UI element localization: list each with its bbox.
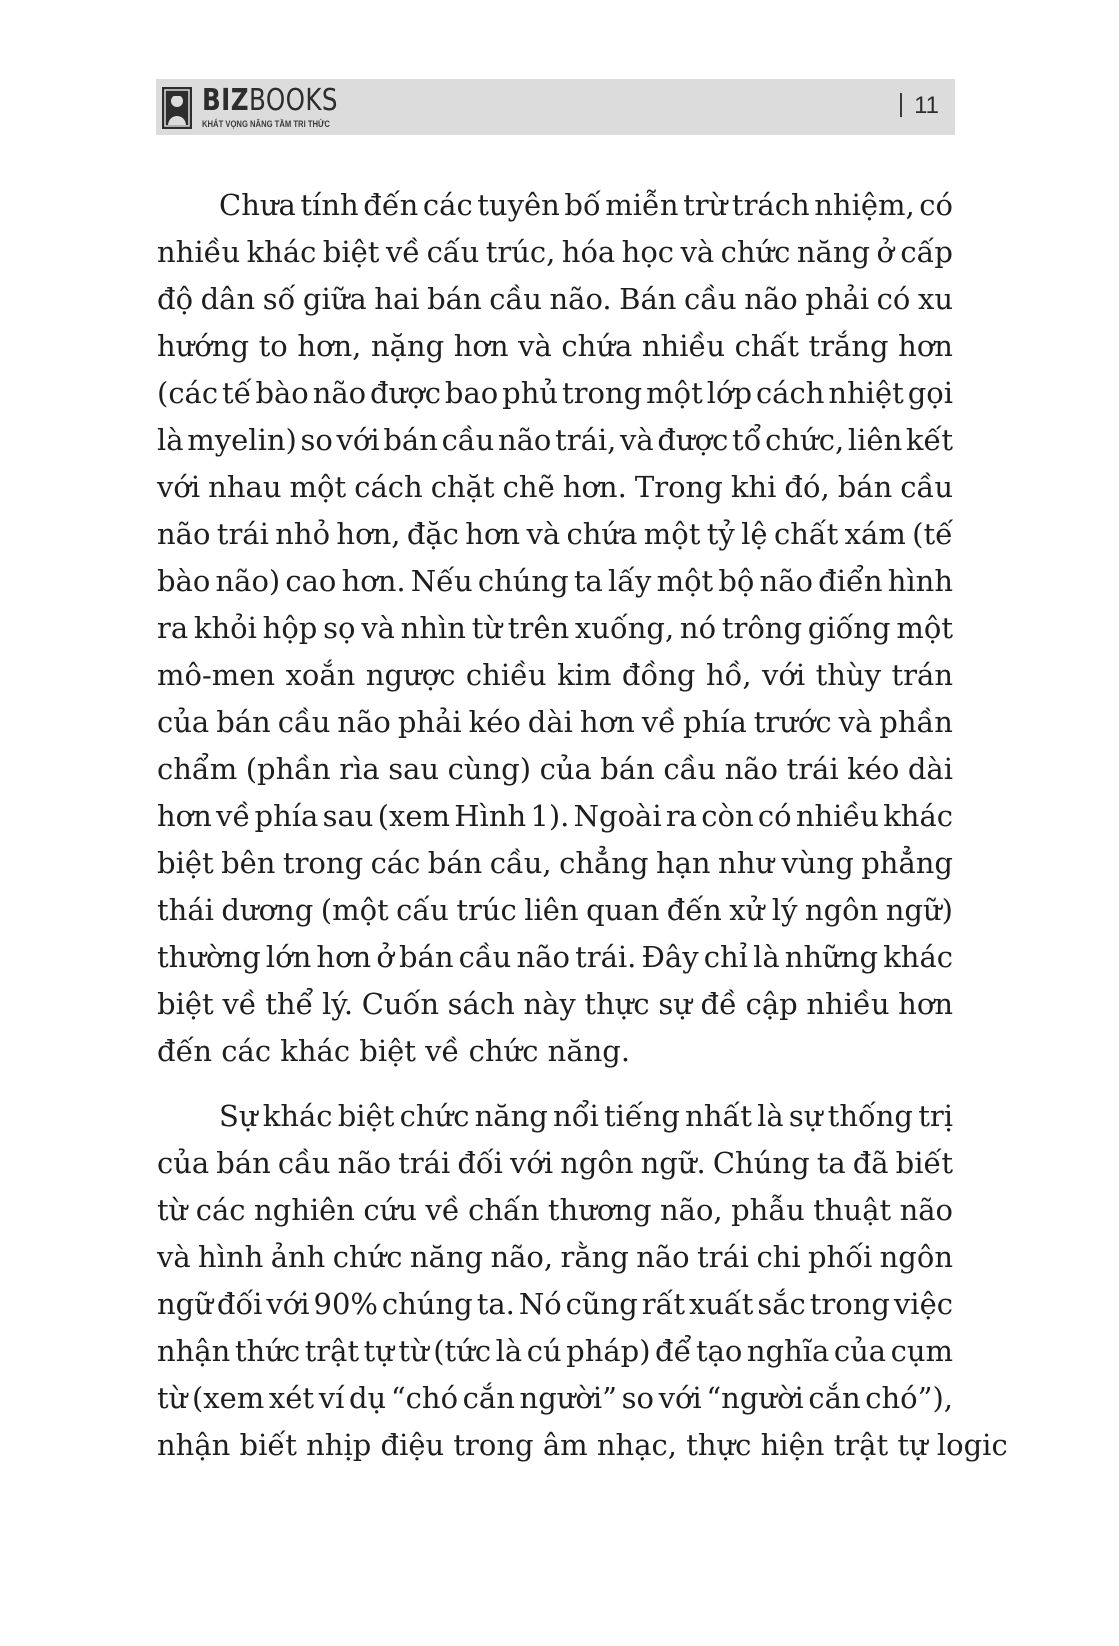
page-header xyxy=(156,79,955,135)
paragraph xyxy=(157,182,953,1075)
text-line: thái dương (một cấu trúc liên quan đến xử lý ngôn ngữ) xyxy=(157,893,953,927)
text-line: của bán cầu não trái đối với ngôn ngữ. Chúng ta đã biết xyxy=(157,1146,953,1180)
text-line: biệt bên trong các bán cầu, chẳng hạn như vùng phẳng xyxy=(157,846,953,880)
page-number-block xyxy=(900,92,939,120)
text-line: (các tế bào não được bao phủ trong một lớp cách nhiệt gọi xyxy=(157,376,953,410)
brand-name xyxy=(202,84,338,118)
text-line: nhận biết nhịp điệu trong âm nhạc, thực hiện trật tự logic xyxy=(157,1428,1008,1462)
text-line: Chưa tính đến các tuyên bố miễn trừ trách nhiệm, có xyxy=(219,188,953,222)
text-line: hướng to hơn, nặng hơn và chứa nhiều chất trắng hơn xyxy=(157,329,953,363)
text-line: đến các khác biệt về chức năng. xyxy=(157,1034,631,1068)
text-line: với nhau một cách chặt chẽ hơn. Trong khi đó, bán cầu xyxy=(157,470,953,504)
bizbooks-logo-icon xyxy=(162,87,192,129)
brand-tagline: KHÁT VỌNG NÂNG TẦM TRI THỨC xyxy=(202,119,330,129)
text-line: Sự khác biệt chức năng nổi tiếng nhất là sự thống trị xyxy=(219,1099,953,1133)
body-text xyxy=(157,182,1008,1487)
text-line: não trái nhỏ hơn, đặc hơn và chứa một tỷ lệ chất xám (tế xyxy=(157,517,953,551)
text-line: nhiều khác biệt về cấu trúc, hóa học và chức năng ở cấp xyxy=(157,235,953,269)
text-line: độ dân số giữa hai bán cầu não. Bán cầu não phải có xu xyxy=(157,282,953,316)
text-line: biệt về thể lý. Cuốn sách này thực sự đề cập nhiều hơn xyxy=(157,987,953,1021)
text-line: và hình ảnh chức năng não, rằng não trái chi phối ngôn xyxy=(157,1240,953,1274)
brand-name-light: BOOKS xyxy=(248,83,338,118)
paragraph xyxy=(157,1093,1008,1469)
text-line: chẩm (phần rìa sau cùng) của bán cầu não trái kéo dài xyxy=(157,752,953,786)
text-line: thường lớn hơn ở bán cầu não trái. Đây chỉ là những khác xyxy=(157,940,953,974)
text-line: nhận thức trật tự từ (tức là cú pháp) để tạo nghĩa của cụm xyxy=(157,1334,953,1368)
text-line: ra khỏi hộp sọ và nhìn từ trên xuống, nó trông giống một xyxy=(157,611,953,645)
text-line: mô-men xoắn ngược chiều kim đồng hồ, với thùy trán xyxy=(157,658,953,692)
text-line: bào não) cao hơn. Nếu chúng ta lấy một bộ não điển hình xyxy=(157,564,953,598)
text-line: hơn về phía sau (xem Hình 1). Ngoài ra còn có nhiều khác xyxy=(157,799,953,833)
brand-name-bold: BIZ xyxy=(202,83,249,118)
page-number-divider xyxy=(900,93,902,117)
text-line: từ các nghiên cứu về chấn thương não, phẫu thuật não xyxy=(157,1193,953,1227)
page-number: 11 xyxy=(914,92,939,119)
text-line: ngữ đối với 90% chúng ta. Nó cũng rất xuất sắc trong việc xyxy=(157,1287,953,1321)
text-line: của bán cầu não phải kéo dài hơn về phía trước và phần xyxy=(157,705,953,739)
text-line: từ (xem xét ví dụ “chó cắn người” so với “người cắn chó”), xyxy=(157,1381,953,1415)
text-line: là myelin) so với bán cầu não trái, và được tổ chức, liên kết xyxy=(157,423,953,457)
